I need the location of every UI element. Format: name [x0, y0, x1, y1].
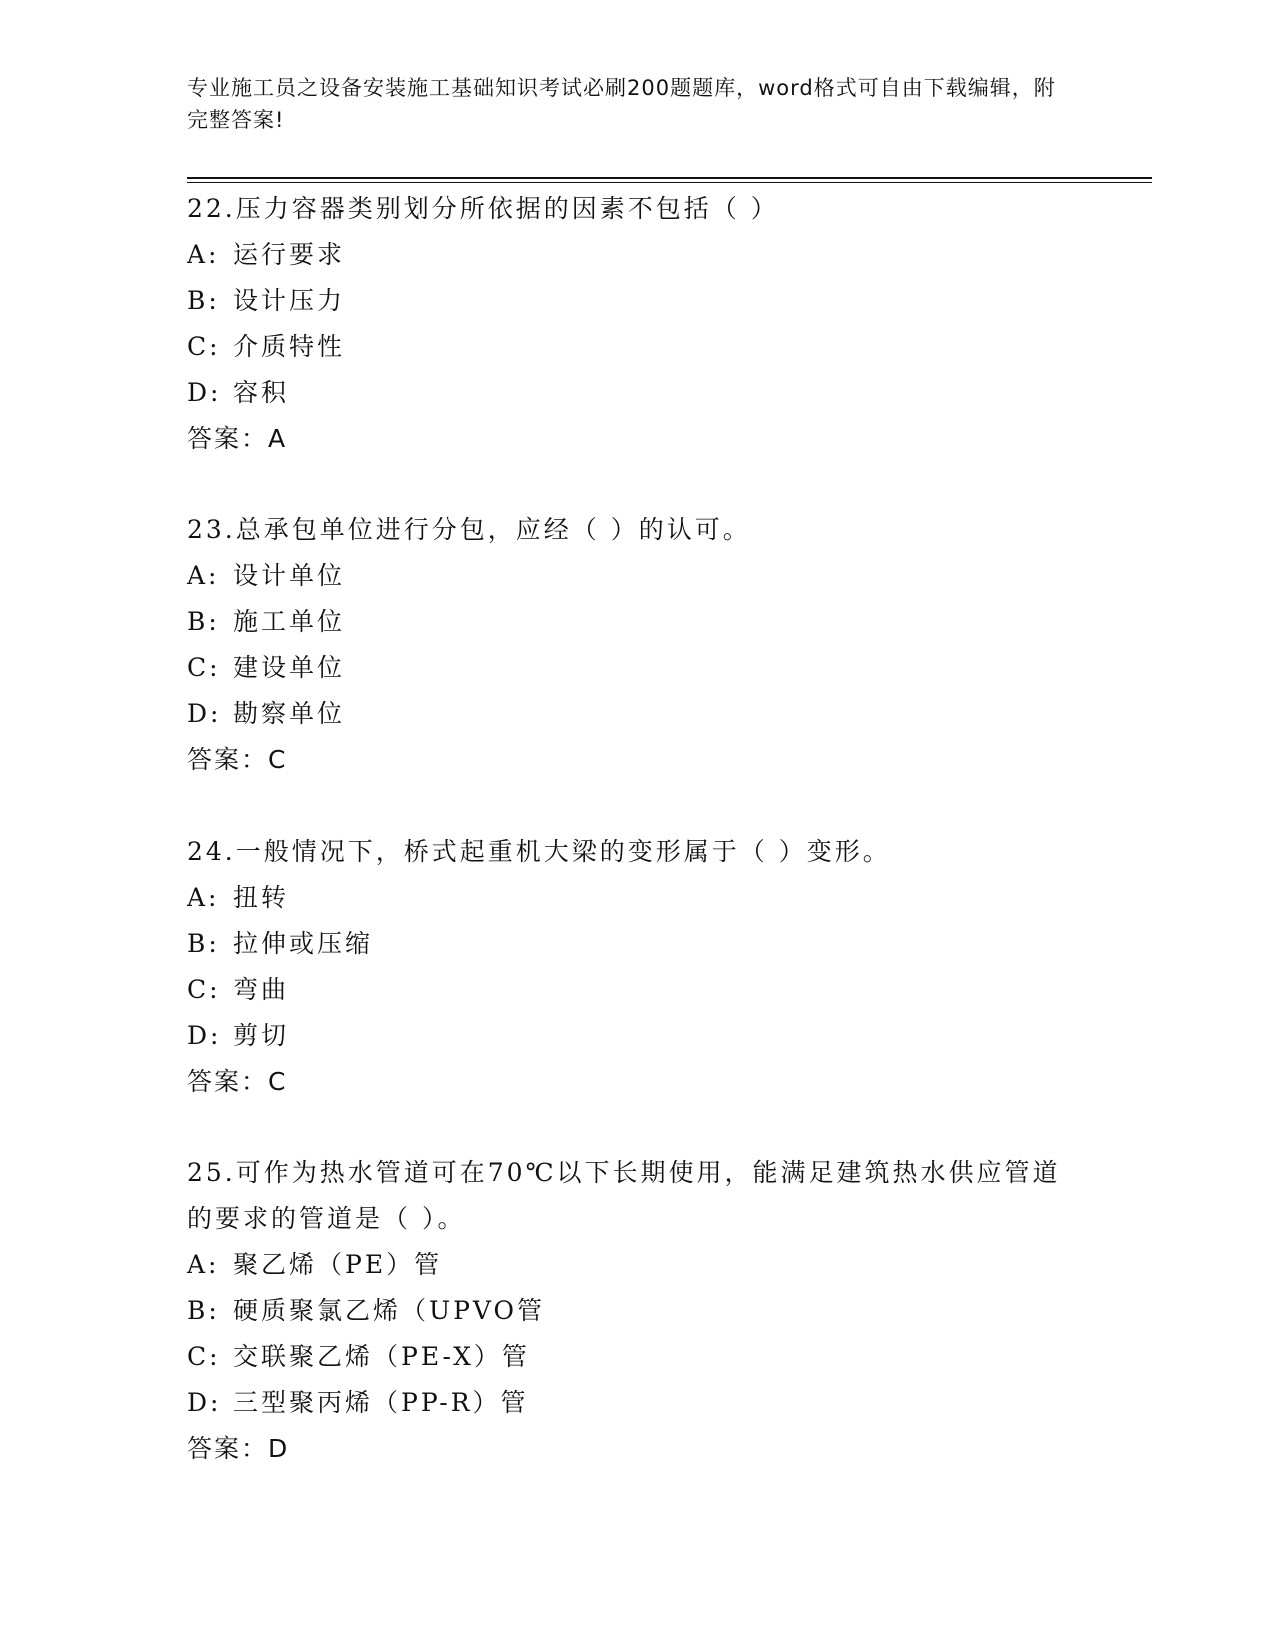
option-d	[187, 370, 1087, 416]
option-text: 介质特性	[233, 332, 346, 361]
option-b	[187, 1288, 1087, 1334]
option-letter: A:	[187, 240, 220, 269]
question-stem: 23.总承包单位进行分包，应经（ ）的认可。	[187, 515, 751, 544]
option-text: 三型聚丙烯（PP-R）管	[233, 1388, 529, 1417]
option-a	[187, 875, 1087, 921]
option-text: 拉伸或压缩	[233, 929, 374, 958]
option-d	[187, 691, 1087, 737]
option-text: 容积	[233, 378, 290, 407]
option-text: 扭转	[233, 883, 290, 912]
option-c	[187, 645, 1087, 691]
option-c	[187, 324, 1087, 370]
question-24	[187, 829, 1087, 1105]
option-text: 运行要求	[233, 240, 346, 269]
option-a	[187, 553, 1087, 599]
question-23	[187, 507, 1087, 783]
question-stem: 25.可作为热水管道可在70℃以下长期使用，能满足建筑热水供应管道的要求的管道是（ ）。	[187, 1158, 1061, 1233]
option-letter: D:	[187, 1021, 222, 1050]
option-letter: D:	[187, 699, 222, 728]
option-c	[187, 1334, 1087, 1380]
option-text: 聚乙烯（PE）管	[233, 1250, 443, 1279]
option-letter: C:	[187, 332, 221, 361]
option-text: 设计单位	[233, 561, 346, 590]
answer-label: 答案：C	[187, 745, 288, 774]
option-letter: B:	[187, 607, 220, 636]
option-c	[187, 967, 1087, 1013]
option-text: 弯曲	[233, 975, 290, 1004]
option-letter: D:	[187, 378, 222, 407]
option-letter: C:	[187, 1342, 221, 1371]
option-d	[187, 1013, 1087, 1059]
option-b	[187, 278, 1087, 324]
option-letter: C:	[187, 653, 221, 682]
header-divider-thick	[187, 177, 1152, 179]
option-text: 交联聚乙烯（PE-X）管	[233, 1342, 530, 1371]
option-a	[187, 232, 1087, 278]
answer-label: 答案：A	[187, 424, 288, 453]
option-text: 建设单位	[233, 653, 346, 682]
option-letter: C:	[187, 975, 221, 1004]
option-text: 勘察单位	[233, 699, 346, 728]
option-text: 设计压力	[233, 286, 346, 315]
option-text: 剪切	[233, 1021, 290, 1050]
option-letter: A:	[187, 561, 220, 590]
option-text: 施工单位	[233, 607, 346, 636]
option-a	[187, 1242, 1087, 1288]
option-text: 硬质聚氯乙烯（UPVO管	[233, 1296, 546, 1325]
answer-label: 答案：C	[187, 1067, 288, 1096]
option-letter: D:	[187, 1388, 222, 1417]
option-letter: B:	[187, 1296, 220, 1325]
option-letter: B:	[187, 929, 220, 958]
question-25	[187, 1150, 1087, 1472]
document-header: 专业施工员之设备安装施工基础知识考试必刷200题题库，word格式可自由下载编辑，附完整答案!	[187, 76, 1056, 132]
header-divider-thin	[187, 182, 1152, 183]
option-letter: B:	[187, 286, 220, 315]
option-letter: A:	[187, 883, 220, 912]
question-stem: 24.一般情况下，桥式起重机大梁的变形属于（ ）变形。	[187, 837, 891, 866]
option-d	[187, 1380, 1087, 1426]
answer-label: 答案：D	[187, 1434, 290, 1463]
option-letter: A:	[187, 1250, 220, 1279]
question-22	[187, 186, 1087, 462]
question-stem: 22.压力容器类别划分所依据的因素不包括（ ）	[187, 194, 779, 223]
option-b	[187, 599, 1087, 645]
option-b	[187, 921, 1087, 967]
